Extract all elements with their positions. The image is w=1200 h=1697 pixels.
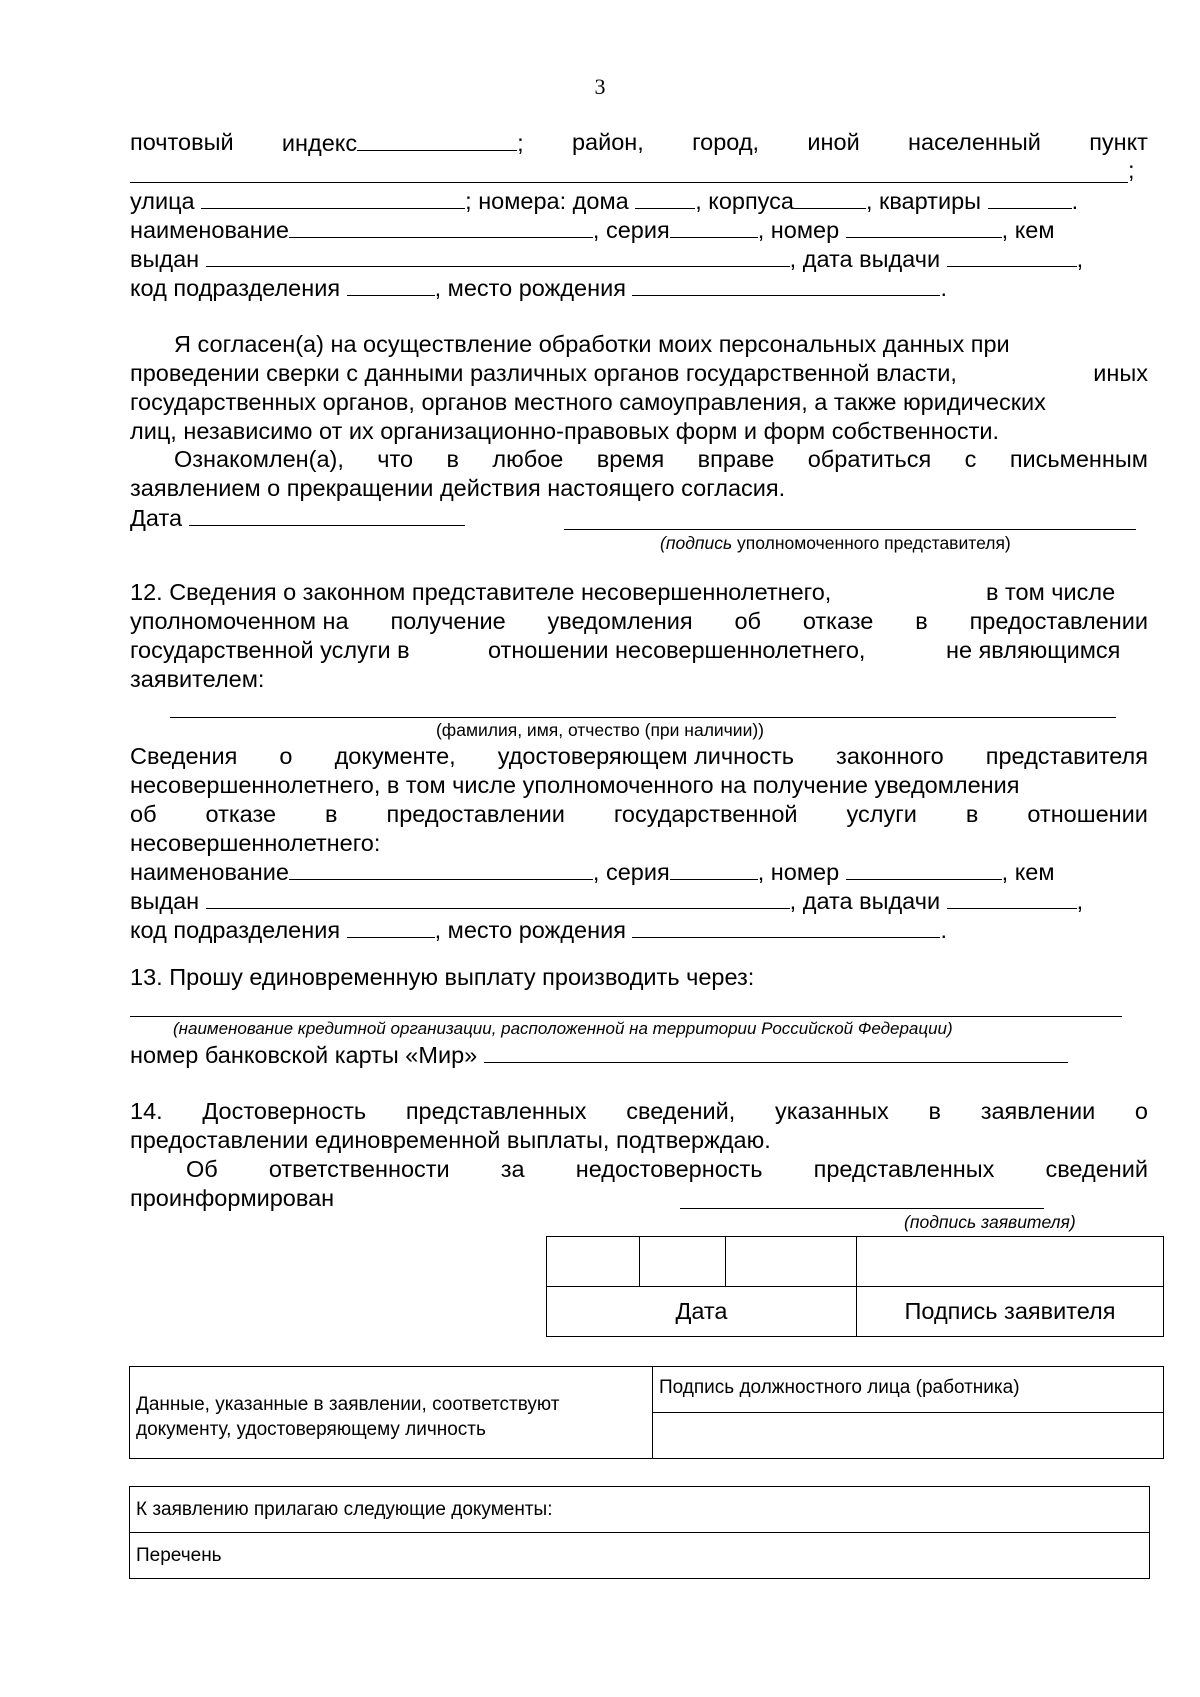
card-number-field[interactable] bbox=[484, 1040, 1068, 1063]
doc-issued-line: выдан , дата выдачи , bbox=[130, 246, 1084, 272]
doc-code-line: код подразделения , место рождения . bbox=[130, 275, 948, 301]
section14-line-3: Об ответственности за недостоверность представленных сведений bbox=[186, 1156, 1148, 1182]
date-month-cell[interactable] bbox=[640, 1237, 726, 1287]
rep-doc-series-field[interactable] bbox=[670, 857, 758, 880]
index-field[interactable] bbox=[357, 128, 517, 151]
doc-date-field[interactable] bbox=[947, 244, 1077, 267]
rep-doc-line-4: несовершеннолетнего: bbox=[130, 830, 381, 856]
rep-doc-issued-line: выдан , дата выдачи , bbox=[130, 888, 1084, 914]
section12-line-1: 12. Сведения о законном представителе несовершеннолетнего, в том числе bbox=[130, 579, 1116, 605]
section14-line-2: предоставлении единовременной выплаты, подтверждаю. bbox=[130, 1127, 771, 1153]
consent-line-2: проведении сверки с данными различных органов государственной власти, иных bbox=[130, 360, 1148, 386]
apartment-field[interactable] bbox=[988, 186, 1072, 209]
rep-doc-issued-field[interactable] bbox=[206, 886, 790, 909]
rep-doc-date-field[interactable] bbox=[947, 886, 1077, 909]
birthplace-field[interactable] bbox=[632, 273, 940, 296]
consent-line-1: Я согласен(а) на осуществление обработки моих персональных данных при bbox=[174, 331, 1010, 357]
house-field[interactable] bbox=[635, 186, 695, 209]
section14-line-4: проинформирован bbox=[130, 1185, 335, 1211]
ack-line-1: Ознакомлен(а), что в любое время вправе обратиться с письменным bbox=[174, 446, 1148, 472]
official-signature-header: Подпись должностного лица (работника) bbox=[653, 1367, 1164, 1413]
applicant-signature-caption: (подпись заявителя) bbox=[904, 1212, 1076, 1232]
rep-birthplace-field[interactable] bbox=[632, 915, 940, 938]
card-line: номер банковской карты «Мир» bbox=[130, 1040, 1148, 1070]
rep-division-code-field[interactable] bbox=[347, 915, 435, 938]
rep-doc-name-line: наименование , серия , номер , кем bbox=[130, 859, 1055, 885]
address-line-1: почтовый индекс ; район, город, иной населенный пункт bbox=[130, 129, 1148, 156]
representative-name-field[interactable] bbox=[170, 717, 1116, 718]
consent-date-line: Дата bbox=[130, 503, 1148, 533]
date-year-cell[interactable] bbox=[726, 1237, 857, 1287]
settlement-field[interactable] bbox=[130, 182, 1128, 183]
building-field[interactable] bbox=[794, 186, 866, 209]
rep-doc-code-line: код подразделения , место рождения . bbox=[130, 917, 948, 943]
consent-line-3: государственных органов, органов местного самоуправления, а также юридических bbox=[130, 389, 1046, 415]
section14-line-1: 14. Достоверность представленных сведений, указанных в заявлении о bbox=[130, 1098, 1148, 1124]
street-line: улица ; номера: дома , корпуса , квартиры . bbox=[130, 188, 1079, 214]
doc-name-line: наименование , серия , номер , кем bbox=[130, 217, 1055, 243]
page-number: 3 bbox=[594, 74, 606, 99]
district-label: район, bbox=[571, 129, 644, 155]
representative-signature-field[interactable] bbox=[564, 529, 1136, 530]
index-group: индекс ; bbox=[281, 130, 524, 156]
rep-doc-line-2: несовершеннолетнего, в том числе уполномоченного на получение уведомления bbox=[130, 772, 1020, 798]
doc-number-field[interactable] bbox=[846, 215, 1002, 238]
ack-line-2: заявлением о прекращении действия настоящего согласия. bbox=[130, 475, 786, 501]
section13-line-1: 13. Прошу единовременную выплату производить через: bbox=[130, 964, 755, 990]
rep-doc-line-3: об отказе в предоставлении государственной услуги в отношении bbox=[130, 801, 1148, 827]
signature-label: Подпись заявителя bbox=[857, 1287, 1164, 1337]
doc-name-field[interactable] bbox=[289, 215, 593, 238]
attachments-list[interactable]: Перечень bbox=[130, 1533, 1150, 1579]
bank-name-field[interactable] bbox=[130, 1016, 1122, 1017]
consent-line-4: лиц, независимо от их организационно-правовых форм и форм собственности. bbox=[130, 418, 1000, 444]
representative-name-caption: (фамилия, имя, отчество (при наличии)) bbox=[435, 720, 764, 740]
attachments-table bbox=[129, 1486, 1150, 1579]
city-label: город, bbox=[692, 129, 760, 155]
official-left-cell: Данные, указанные в заявлении, соответствуют документу, удостоверяющему личность bbox=[130, 1367, 653, 1459]
section12-line-3: государственной услуги в отношении несовершеннолетнего, не являющимся bbox=[130, 637, 1121, 663]
bank-caption: (наименование кредитной организации, расположенной на территории Российской Федерации) bbox=[173, 1019, 953, 1038]
signature-cell[interactable] bbox=[857, 1237, 1164, 1287]
date-day-cell[interactable] bbox=[547, 1237, 640, 1287]
applicant-signature-field[interactable] bbox=[680, 1208, 1044, 1209]
doc-issued-field[interactable] bbox=[206, 244, 790, 267]
official-signature-cell[interactable] bbox=[653, 1413, 1164, 1459]
rep-doc-number-field[interactable] bbox=[846, 857, 1002, 880]
rep-doc-line-1: Сведения о документе, удостоверяющем личность законного представителя bbox=[130, 743, 1148, 769]
settlement-semicolon: ; bbox=[1128, 157, 1135, 183]
rep-doc-name-field[interactable] bbox=[289, 857, 593, 880]
section12-line-4: заявителем: bbox=[130, 666, 265, 692]
official-table bbox=[129, 1366, 1164, 1459]
section12-line-2: уполномоченном на получение уведомления об отказе в предоставлении bbox=[130, 608, 1148, 634]
consent-date-field[interactable] bbox=[189, 503, 465, 526]
postal-label: почтовый bbox=[130, 129, 234, 155]
attachments-header: К заявлению прилагаю следующие документы: bbox=[130, 1487, 1150, 1533]
representative-signature-caption: (подпись уполномоченного представителя) bbox=[660, 533, 1011, 553]
date-label: Дата bbox=[547, 1287, 857, 1337]
division-code-field[interactable] bbox=[347, 273, 435, 296]
date-signature-table bbox=[546, 1236, 1164, 1337]
doc-series-field[interactable] bbox=[670, 215, 758, 238]
street-field[interactable] bbox=[201, 186, 465, 209]
